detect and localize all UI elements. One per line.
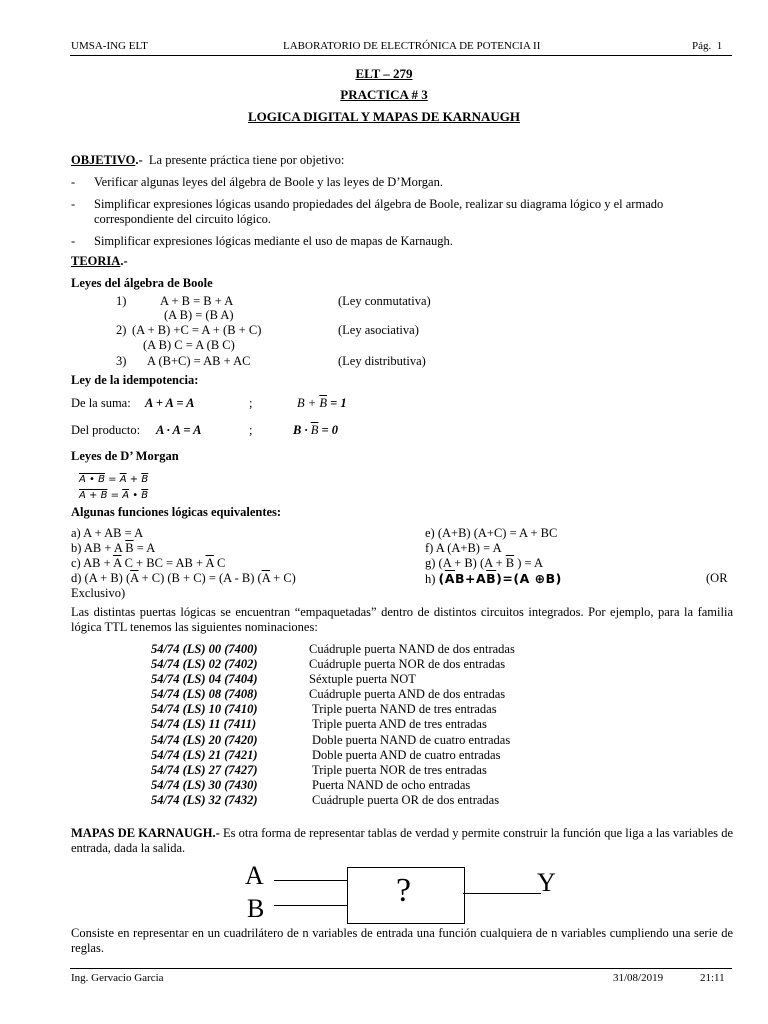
equiv-d-part: $\overline{A}$ [261, 571, 271, 585]
footer-time: 21:11 [700, 972, 725, 984]
law-expression: (A + B) +C = A + (B + C) [132, 323, 262, 337]
sum-label: De la suma: [71, 396, 131, 410]
chip-description: Triple puerta NOR de tres entradas [312, 763, 487, 777]
output-line [463, 893, 541, 894]
course-title: ELT – 279 [355, 66, 413, 81]
karnaugh-intro: Es otra forma de representar tablas de verdad y permite construir la función que liga a las variables de entrada, dada la salida. [71, 826, 734, 855]
sum-separator: ; [249, 396, 253, 410]
ttl-intro: Las distintas puertas lógicas se encuentran “empaquetadas” dentro de distintos circuitos integrados. Por ejemplo, para la familia lógica TTL tenemos las siguientes nominaciones: [71, 605, 733, 634]
chip-code: 54/74 (LS) 20 (7420) [151, 733, 258, 747]
idempotence-heading: Ley de la idempotencia: [71, 373, 199, 387]
input-b-line [274, 905, 347, 906]
law-number: 1) [116, 294, 127, 308]
topic-title: LOGICA DIGITAL Y MAPAS DE KARNAUGH [248, 109, 520, 124]
chip-description: Cuádruple puerta OR de dos entradas [312, 793, 500, 807]
objective-line [71, 153, 344, 168]
bullet-dash: - [71, 175, 76, 189]
law-name: (Ley asociativa) [338, 323, 419, 337]
equiv-b-part: b) AB + A [71, 541, 123, 555]
chip-description: Doble puerta AND de cuatro entradas [312, 748, 501, 762]
input-b-label: B [247, 894, 265, 923]
sum-expr2-c: = 1 [330, 396, 347, 410]
theory-label-suffix: .- [120, 254, 128, 268]
product-separator: ; [249, 423, 253, 437]
chip-description: Puerta NAND de ocho entradas [312, 778, 471, 792]
sum-expression-2 [297, 396, 347, 411]
equiv-a: a) A + AB = A [71, 526, 144, 540]
chip-description: Séxtuple puerta NOT [309, 672, 416, 686]
chip-description: Cuádruple puerta NOR de dos entradas [309, 657, 506, 671]
header-page [692, 40, 722, 52]
product-expression: A · A = A [156, 423, 202, 437]
header-left: UMSA-ING ELT [71, 40, 148, 52]
header-center: LABORATORIO DE ELECTRÓNICA DE POTENCIA II [283, 40, 541, 52]
karnaugh-paragraph [71, 826, 733, 856]
law-expression: A (B+C) = AB + AC [147, 354, 251, 368]
equiv-c-part: $\overline{A}$ [205, 556, 214, 570]
chip-description: Cuádruple puerta AND de dos entradas [309, 687, 506, 701]
sum-expr2-b: $\overline{B}$ [319, 396, 327, 410]
demorgan-law-1: A • $B = \overline{A} + \overline{B}$ [79, 474, 149, 485]
theory-label-line [71, 254, 128, 269]
equiv-c-part: C [213, 556, 226, 570]
practice-title: PRACTICA # 3 [340, 87, 428, 102]
boole-heading: Leyes del álgebra de Boole [71, 276, 213, 290]
page-number: 1 [716, 40, 723, 52]
karnaugh-heading: MAPAS DE KARNAUGH.- [71, 826, 220, 840]
law-expression: A + B = B + A [160, 294, 234, 308]
equiv-g-part: $\overline{B}$ [505, 556, 515, 570]
equiv-d [71, 571, 296, 586]
chip-code: 54/74 (LS) 27 (7427) [151, 763, 258, 777]
footer-author: Ing. Gervacio Garcia [71, 972, 164, 984]
law-name: (Ley conmutativa) [338, 294, 431, 308]
chip-code: 54/74 (LS) 04 (7404) [151, 672, 258, 686]
sum-expression: A + A = A [145, 396, 195, 410]
sum-expr2-a: B + [297, 396, 317, 410]
bullet-dash: - [71, 234, 76, 248]
equiv-g-part: g) (A + B) (A + [425, 556, 506, 570]
chip-code: 54/74 (LS) 10 (7410) [151, 702, 258, 716]
chip-code: 54/74 (LS) 00 (7400) [151, 642, 258, 656]
chip-description: Cuádruple puerta NAND de dos entradas [309, 642, 515, 656]
law-expression: (A B) C = A (B C) [143, 338, 235, 352]
objective-item: Verificar algunas leyes del álgebra de Boole y las leyes de D’Morgan. [94, 175, 443, 189]
chip-description: Doble puerta NAND de cuatro entradas [312, 733, 511, 747]
unknown-function-symbol: ? [396, 872, 412, 909]
equiv-b-part: = A [133, 541, 156, 555]
equiv-b [71, 541, 155, 556]
equiv-d-part: d) (A + B) ( [71, 571, 131, 585]
law-number: 3) [116, 354, 127, 368]
equiv-c [71, 556, 225, 571]
output-y-label: Y [537, 868, 556, 897]
product-expr2-a: B · [293, 423, 308, 437]
chip-code: 54/74 (LS) 21 (7421) [151, 748, 258, 762]
theory-label: TEORIA [71, 254, 121, 268]
equiv-h-label: h) [425, 572, 436, 586]
input-a-label: A [245, 861, 264, 890]
law-expression: (A B) = (B A) [164, 308, 234, 322]
equiv-g-part: ) = A [514, 556, 544, 570]
equiv-g [425, 556, 543, 571]
law-number: 2) [116, 323, 127, 337]
chip-code: 54/74 (LS) 32 (7432) [151, 793, 258, 807]
objective-label-suffix: .- [135, 153, 143, 167]
product-expression-2 [293, 423, 338, 438]
chip-code: 54/74 (LS) 30 (7430) [151, 778, 258, 792]
equiv-f: f) A (A+B) = A [425, 541, 502, 555]
objective-item: Simplificar expresiones lógicas usando propiedades del álgebra de Boole, realizar su diagrama lógico y el armado correspondiente del circuito lógico. [94, 197, 664, 226]
demorgan-law-2: $A + B = \overline{A}$ • $\overline{B}$ [79, 490, 149, 501]
footer-rule [70, 968, 732, 969]
xor-formula-glyph: $(\overline{A}B+A\overline{B})=(A$ ⊕B) [438, 571, 562, 586]
equiv-d-part: + C) [270, 571, 296, 585]
chip-code: 54/74 (LS) 02 (7402) [151, 657, 258, 671]
law-name: (Ley distributiva) [338, 354, 426, 368]
product-expr2-b: $\overline{B}$ [310, 423, 319, 437]
equiv-d-part: + C) (B + C) = (A - B) ( [138, 571, 262, 585]
header-rule [70, 55, 732, 56]
equivalent-heading: Algunas funciones lógicas equivalentes: [71, 505, 282, 519]
product-label: Del producto: [71, 423, 141, 437]
equiv-c-part: c) AB + [71, 556, 114, 570]
karnaugh-consists: Consiste en representar en un cuadrilátero de n variables de entrada una función cualquiera de n variables cumpliendo una serie de reglas. [71, 926, 733, 955]
equiv-b-part: $\overline{B}$ [125, 541, 134, 555]
footer-date: 31/08/2019 [613, 972, 664, 984]
chip-code: 54/74 (LS) 08 (7408) [151, 687, 258, 701]
equiv-c-part: $\overline{A}$ [113, 556, 122, 570]
equiv-d-part: $\overline{A}$ [130, 571, 139, 585]
morgan-heading: Leyes de D’ Morgan [71, 449, 179, 463]
equiv-c-part: C + BC = AB + [121, 556, 206, 570]
product-expr2-c: = 0 [321, 423, 338, 437]
equiv-e: e) (A+B) (A+C) = A + BC [425, 526, 558, 540]
equiv-h-or: (OR [706, 571, 728, 585]
bullet-dash: - [71, 197, 76, 211]
equiv-d-continuation: Exclusivo) [71, 586, 126, 600]
page-label: Pág. [692, 40, 712, 52]
objective-label: OBJETIVO [71, 153, 136, 167]
objective-intro: La presente práctica tiene por objetivo: [148, 153, 345, 167]
chip-description: Triple puerta NAND de tres entradas [312, 702, 497, 716]
equiv-h [425, 571, 562, 587]
chip-code: 54/74 (LS) 11 (7411) [151, 717, 257, 731]
chip-description: Triple puerta AND de tres entradas [312, 717, 487, 731]
objective-item: Simplificar expresiones lógicas mediante el uso de mapas de Karnaugh. [94, 234, 453, 248]
input-a-line [274, 880, 347, 881]
